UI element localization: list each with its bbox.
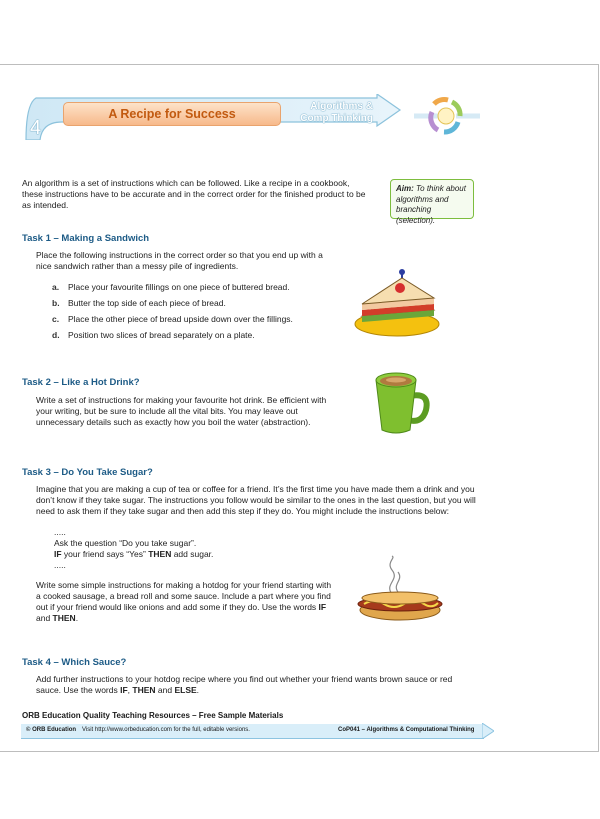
mug-illustration xyxy=(372,366,434,438)
aim-box xyxy=(390,179,474,225)
footer-arrow-icon xyxy=(482,723,494,739)
list-item: a. Place your favourite fillings on one piece of buttered bread. xyxy=(52,282,290,292)
list-item: c. Place the other piece of bread upside down over the fillings. xyxy=(52,314,293,324)
sandwich-illustration xyxy=(352,266,442,338)
footer-title: ORB Education Quality Teaching Resources – Free Sample Materials xyxy=(22,711,284,720)
task2-heading: Task 2 – Like a Hot Drink? xyxy=(22,377,140,388)
code-dots: ..... xyxy=(54,527,66,537)
list-item: d. Position two slices of bread separately on a plate. xyxy=(52,330,255,340)
task4-heading: Task 4 – Which Sauce? xyxy=(22,657,127,668)
task3-heading: Task 3 – Do You Take Sugar? xyxy=(22,467,153,478)
code-dots: ..... xyxy=(54,560,66,570)
list-item: b. Butter the top side of each piece of bread. xyxy=(52,298,226,308)
task1-steps xyxy=(52,282,352,346)
unit-number: 4 xyxy=(30,117,42,139)
subject-label: Algorithms & Comp Thinking xyxy=(300,101,373,124)
task3-text: Imagine that you are making a cup of tea or coffee for a friend. It’s the first time you have made them a drink and you don’t know if they take sugar. The instructions you follow would be similar to the ones in the last question, but you will need to ask them if they take sugar and then add this step if they do. You might include the instructions below: xyxy=(36,484,476,516)
footer-code: CoP041 – Algorithms & Computational Thinking xyxy=(338,727,475,733)
footer-visit: Visit http://www.orbeducation.com for the full, editable versions. xyxy=(82,727,250,733)
aim-label: Aim: xyxy=(396,184,414,193)
aim-text: To think about algorithms and branching (selection). xyxy=(396,184,466,225)
hotdog-illustration xyxy=(356,554,446,626)
task3-text2: Write some simple instructions for making a hotdog for your friend starting with a cooked sausage, a bread roll and some sauce. Include a part where you find out if your friend would like onions and add some if they do. Use the words IF and THEN. xyxy=(36,580,332,623)
intro-paragraph: An algorithm is a set of instructions which can be followed. Like a recipe in a cookbook, these instructions have to be accurate and in the correct order for the finished product to be as intended. xyxy=(22,178,366,210)
code-line: IF your friend says “Yes” THEN add sugar. xyxy=(54,549,214,559)
task1-text: Place the following instructions in the correct order so that you end up with a nice sandwich rather than a messy pile of ingredients. xyxy=(36,250,323,271)
footer-copyright: © ORB Education xyxy=(26,727,77,733)
page-title: A Recipe for Success xyxy=(63,102,281,126)
task1-heading: Task 1 – Making a Sandwich xyxy=(22,233,150,244)
cycle-logo-icon xyxy=(412,92,482,138)
code-line: Ask the question “Do you take sugar”. xyxy=(54,538,197,548)
task2-text: Write a set of instructions for making your favourite hot drink. Be efficient with your writing, but be sure to include all the vital bits. You may leave out unnecessary details such as exactly how you boil the water (abstraction). xyxy=(36,395,327,427)
task3-code-block xyxy=(54,527,304,571)
task4-text: Add further instructions to your hotdog recipe where you find out whether your friend wants brown sauce or red sauce. Use the words IF, THEN and ELSE. xyxy=(36,674,453,695)
